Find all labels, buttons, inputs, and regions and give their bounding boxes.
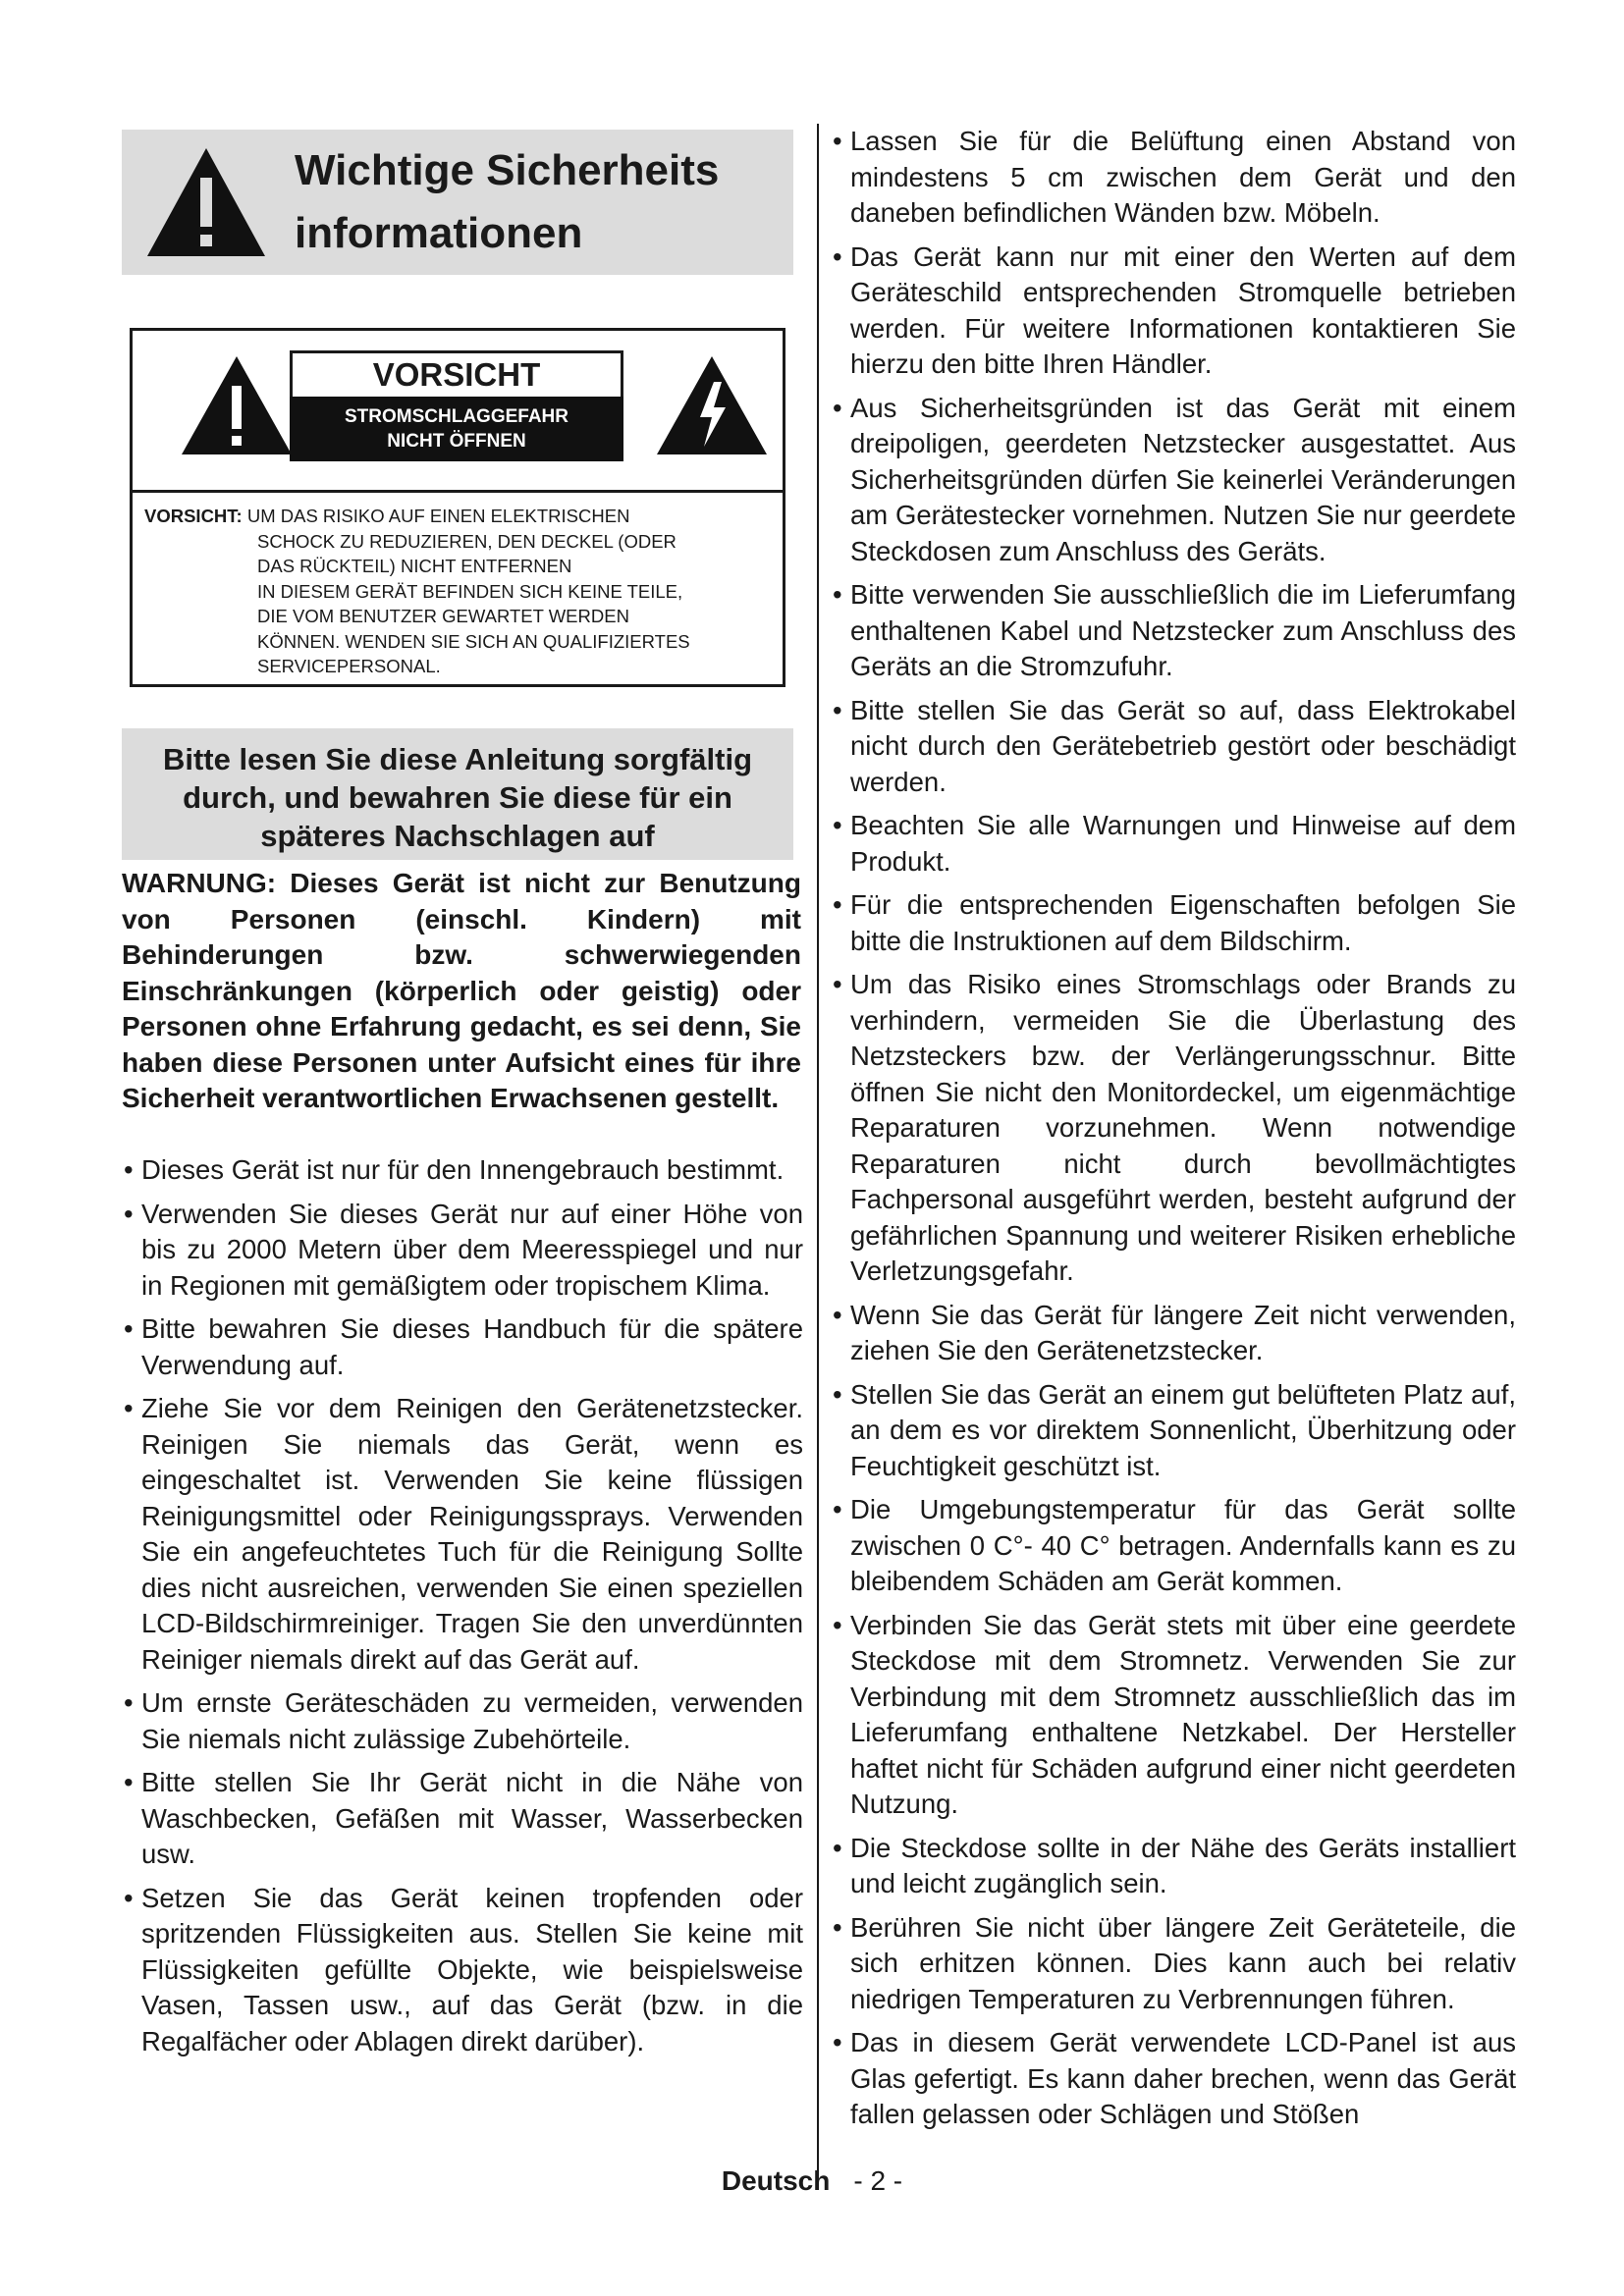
caution-line-6: KÖNNEN. WENDEN SIE SICH AN QUALIFIZIERTES xyxy=(257,630,690,652)
shock-hazard-label xyxy=(290,397,623,461)
list-item: • Beachten Sie alle Warnungen und Hinweise auf dem Produkt. xyxy=(833,808,1516,880)
list-item: • Um ernste Geräteschäden zu vermeiden, verwenden Sie niemals nicht zulässige Zubehörteile. xyxy=(124,1685,803,1757)
list-item: • Berühren Sie nicht über längere Zeit Geräteteile, die sich erhitzen können. Dies kann auch bei relativ niedrigen Temperaturen zu Verbrennungen führen. xyxy=(833,1910,1516,2018)
caution-row-1 xyxy=(144,504,690,529)
caution-line-4: IN DIESEM GERÄT BEFINDEN SICH KEINE TEILE, xyxy=(257,580,683,602)
list-item: • Die Umgebungstemperatur für das Gerät sollte zwischen 0 C°- 40 C° betragen. Andernfalls kann es zu bleibendem Schäden am Gerät kommen. xyxy=(833,1492,1516,1600)
read-instructions-box xyxy=(122,728,793,860)
footer-language: Deutsch xyxy=(721,2165,831,2196)
shock-line-1: STROMSCHLAGGEFAHR xyxy=(345,406,568,427)
list-item: • Bitte stellen Sie Ihr Gerät nicht in die Nähe von Waschbecken, Gefäßen mit Wasser, Wasserbecken usw. xyxy=(124,1765,803,1873)
list-item: • Ziehe Sie vor dem Reinigen den Gerätenetzstecker. Reinigen Sie niemals das Gerät, wenn es eingeschaltet ist. Verwenden Sie keine flüssigen Reinigungsmittel oder Reinigungssprays. Verwenden Sie ein angefeuchtetes Tuch für die Reinigung Sollte dies nicht ausreichen, verwenden Sie einen speziellen LCD-Bildschirmreiniger. Tragen Sie den unverdünnten Reiniger niemals direkt auf das Gerät auf. xyxy=(124,1391,803,1678)
list-item: • Verwenden Sie dieses Gerät nur auf einer Höhe von bis zu 2000 Metern über dem Meeresspiegel und nur in Regionen mit gemäßigtem oder tropischem Klima. xyxy=(124,1197,803,1305)
list-item: • Für die entsprechenden Eigenschaften befolgen Sie bitte die Instruktionen auf dem Bildschirm. xyxy=(833,887,1516,959)
list-item: • Setzen Sie das Gerät keinen tropfenden oder spritzenden Flüssigkeiten aus. Stellen Sie keine mit Flüssigkeiten gefüllte Objekte, wie beispielsweise Vasen, Tassen usw., auf das Gerät (bzw. in die Regalfächer oder Ablagen direkt darüber). xyxy=(124,1881,803,2060)
safety-header xyxy=(122,130,793,275)
list-item: • Aus Sicherheitsgründen ist das Gerät mit einem dreipoligen, geerdeten Netzstecker ausgestattet. Aus Sicherheitsgründen dürfen Sie keinerlei Veränderungen am Gerätestecker vornehmen. Nutzen Sie nur geerdete Steckdosen zum Anschluss des Geräts. xyxy=(833,391,1516,570)
list-item: • Das in diesem Gerät verwendete LCD-Panel ist aus Glas gefertigt. Es kann daher brechen, wenn das Gerät fallen gelassen oder Schlägen und Stößen xyxy=(833,2025,1516,2133)
shock-line-2: NICHT ÖFFNEN xyxy=(387,431,526,452)
lightning-triangle-icon xyxy=(653,352,771,458)
list-item: • Dieses Gerät ist nur für den Innengebrauch bestimmt. xyxy=(124,1152,803,1189)
list-item: • Die Steckdose sollte in der Nähe des Geräts installiert und leicht zugänglich sein. xyxy=(833,1831,1516,1902)
warning-paragraph: WARNUNG: Dieses Gerät ist nicht zur Benutzung von Personen (einschl. Kindern) mit Behinderungen bzw. schwerwiegenden Einschränkungen (körperlich oder geistig) oder Personen ohne Erfahrung gedacht, es sei denn, Sie haben diese Personen unter Aufsicht eines für ihre Sicherheit verantwortlichen Erwachsenen gestellt. xyxy=(122,868,801,1113)
caution-box xyxy=(130,328,785,687)
caution-line-3: DAS RÜCKTEIL) NICHT ENTFERNEN xyxy=(257,556,572,576)
title-line-2: informationen xyxy=(295,209,583,257)
left-column xyxy=(124,1152,803,2067)
list-item: • Bitte bewahren Sie dieses Handbuch für die spätere Verwendung auf. xyxy=(124,1311,803,1383)
read-line-1: Bitte lesen Sie diese Anleitung sorgfältig xyxy=(162,742,753,776)
column-divider xyxy=(817,124,819,2173)
caution-banner xyxy=(133,331,783,493)
list-item: • Um das Risiko eines Stromschlags oder Brands zu verhindern, vermeiden Sie die Überlastung des Netzsteckers bzw. der Verlängerungsschnur. Bitte öffnen Sie nicht den Monitordeckel, um eigenmächtige Reparaturen vorzunehmen. Wenn notwendige Reparaturen nicht durch bevollmächtigtes Fachpersonal ausgeführt werden, besteht aufgrund der gefährlichen Spannung und weiterer Risiken erhebliche Verletzungsgefahr. xyxy=(833,967,1516,1290)
read-line-2: durch, und bewahren Sie diese für ein xyxy=(183,780,732,815)
right-column xyxy=(833,124,1516,2141)
caution-line-1: UM DAS RISIKO AUF EINEN ELEKTRISCHEN xyxy=(242,506,630,526)
page-footer xyxy=(0,2163,1624,2199)
list-item: • Bitte verwenden Sie ausschließlich die im Lieferumfang enthaltenen Kabel und Netzstecker zum Anschluss des Geräts an die Stromzufuhr. xyxy=(833,577,1516,685)
exclamation-triangle-icon xyxy=(178,352,296,458)
caution-text xyxy=(144,504,690,679)
page-title xyxy=(295,139,719,265)
caution-label: VORSICHT xyxy=(290,350,623,400)
warning-triangle-icon xyxy=(143,144,269,260)
list-item: • Verbinden Sie das Gerät stets mit über eine geerdete Steckdose mit dem Stromnetz. Verwenden Sie zur Verbindung mit dem Stromnetz ausschließlich das im Lieferumfang enthaltene Netzkabel. Der Hersteller haftet nicht für Schäden aufgrund einer nicht geerdeten Nutzung. xyxy=(833,1608,1516,1823)
caution-line-7: SERVICEPERSONAL. xyxy=(257,656,441,676)
title-line-1: Wichtige Sicherheits xyxy=(295,146,720,194)
read-line-3: späteres Nachschlagen auf xyxy=(260,819,655,853)
caution-lead: VORSICHT: xyxy=(144,506,243,526)
list-item: • Stellen Sie das Gerät an einem gut belüfteten Platz auf, an dem es vor direktem Sonnenlicht, Überhitzung oder Feuchtigkeit geschützt ist. xyxy=(833,1377,1516,1485)
list-item: • Das Gerät kann nur mit einer den Werten auf dem Geräteschild entsprechenden Stromquelle betrieben werden. Für weitere Informationen kontaktieren Sie hierzu den bitte Ihren Händler. xyxy=(833,240,1516,383)
page-number: - 2 - xyxy=(853,2165,903,2196)
caution-line-2: SCHOCK ZU REDUZIEREN, DEN DECKEL (ODER xyxy=(257,530,677,552)
list-item: • Wenn Sie das Gerät für längere Zeit nicht verwenden, ziehen Sie den Gerätenetzstecker. xyxy=(833,1298,1516,1369)
caution-line-5: DIE VOM BENUTZER GEWARTET WERDEN xyxy=(257,606,629,626)
list-item: • Lassen Sie für die Belüftung einen Abstand von mindestens 5 cm zwischen dem Gerät und den daneben befindlichen Wänden bzw. Möbeln. xyxy=(833,124,1516,232)
list-item: • Bitte stellen Sie das Gerät so auf, dass Elektrokabel nicht durch den Gerätebetrieb gestört oder beschädigt werden. xyxy=(833,693,1516,801)
